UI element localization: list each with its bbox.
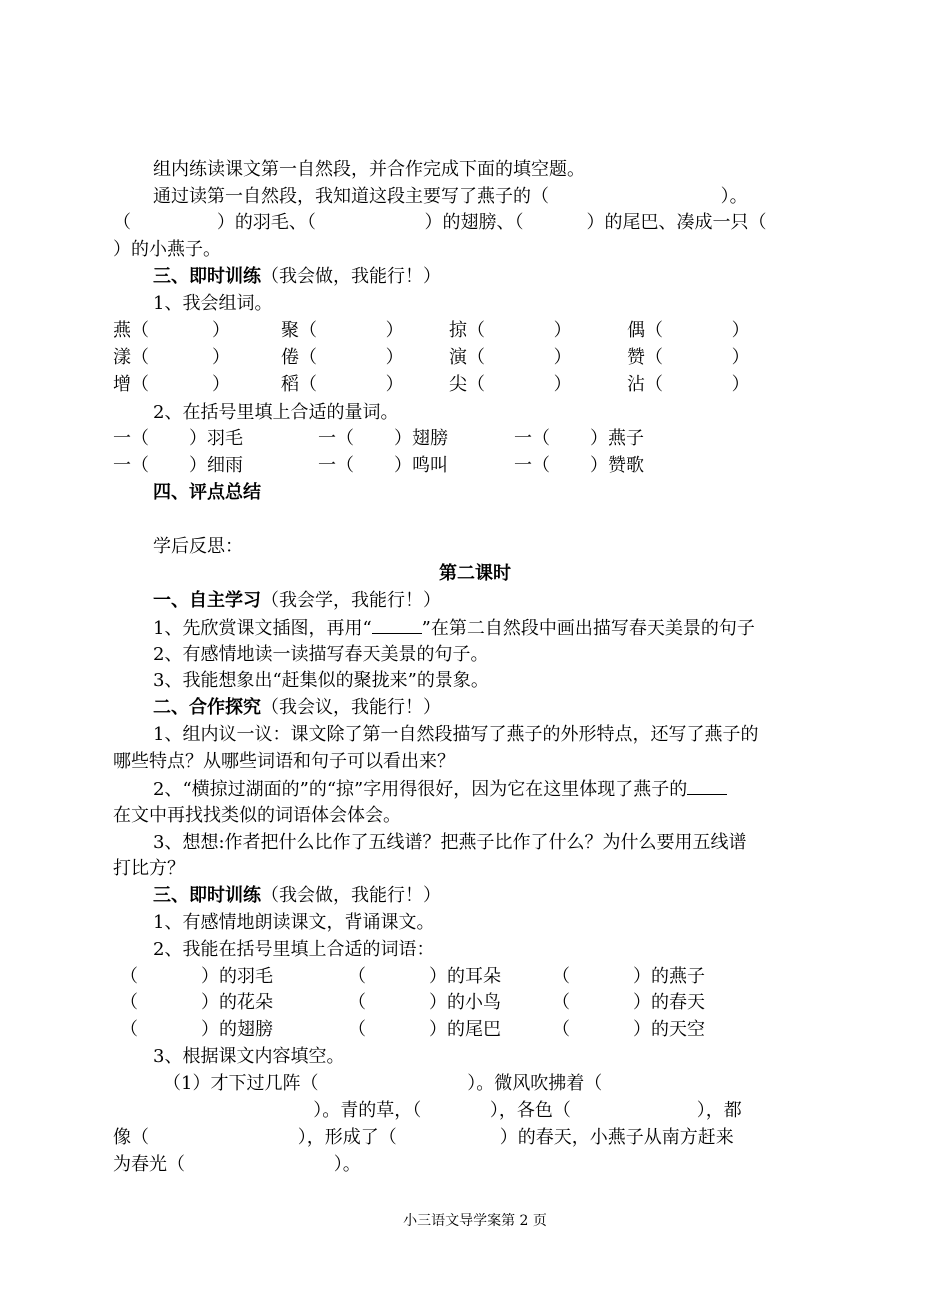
s1-q1-start: 1、先欣赏课文插图，再用“ [153,618,372,639]
measure-cell: 一（ ）细雨 [113,455,244,476]
fill-line-3: ）的小燕子。 [113,239,221,260]
word-cell: 增（ ） [113,374,230,395]
section-3-title: 三、即时训练 [153,266,261,287]
word-cell: 演（ ） [449,347,572,368]
s2-question-3a: 3、想想:作者把什么比作了五线谱？把燕子比作了什么？为什么要用五线谱 [153,832,747,853]
s2-question-1a: 1、组内议一议：课文除了第一自然段描写了燕子的外形特点，还写了燕子的 [153,724,759,745]
word-row-3 [113,372,777,398]
measure-cell: 一（ ）翅膀 [318,428,449,449]
section-3-note: （我会做，我能行！） [261,266,441,287]
phrase-cell: （ ）的尾巴 [348,1019,501,1040]
measure-row-2 [113,453,674,479]
s2-question-2a [153,776,727,802]
s3-question-2: 2、我能在括号里填上合适的词语： [153,939,435,960]
s1-question-1 [153,615,755,641]
phrase-cell: （ ）的春天 [552,992,705,1013]
section-4-title: 四、评点总结 [153,482,261,503]
s2-question-2b: 在文中再找找类似的词语体会体会。 [113,805,401,826]
word-cell: 倦（ ） [281,347,404,368]
measure-cell: 一（ ）赞歌 [514,455,645,476]
fill-paragraph-a: （1）才下过几阵（ ）。微风吹拂着（ [163,1073,603,1094]
fill-paragraph-b: ）。青的草，（ ），各色（ ），都 [113,1100,742,1121]
s1-q1-end: ”在第二自然段中画出描写春天美景的句子 [421,618,755,639]
fill-line-2: （ ）的羽毛、（ ）的翅膀、（ ）的尾巴、凑成一只（ [113,212,767,233]
phrase-cell: （ ）的天空 [552,1019,705,1040]
word-cell: 稻（ ） [281,374,404,395]
measure-cell: 一（ ）燕子 [514,428,645,449]
phrase-row-1 [120,964,722,990]
measure-row-1 [113,426,674,452]
question-2: 2、在括号里填上合适的量词。 [153,402,399,423]
word-cell: 聚（ ） [281,320,404,341]
word-row-1 [113,318,777,344]
word-cell: 偶（ ） [627,320,750,341]
word-cell: 沾（ ） [627,374,750,395]
word-cell: 漾（ ） [113,347,230,368]
intro-line: 组内练读课文第一自然段，并合作完成下面的填空题。 [153,159,585,180]
word-row-2 [113,345,777,371]
lesson-title: 第二课时 [439,563,511,584]
phrase-row-3 [120,1017,722,1043]
section-3-heading [153,264,441,290]
word-cell: 掠（ ） [449,320,572,341]
phrase-cell: （ ）的翅膀 [120,1019,273,1040]
p2-section-1-title: 一、自主学习 [153,590,261,611]
page-footer: 小三语文导学案第 2 页 [403,1213,547,1229]
s3-question-1: 1、有感情地朗读课文，背诵课文。 [153,912,435,933]
fill-line-1: 通过读第一自然段，我知道这段主要写了燕子的（ ）。 [153,186,748,207]
measure-cell: 一（ ）鸣叫 [318,455,449,476]
p2-section-1-note: （我会学，我能行！） [261,590,441,611]
p2-section-3-heading [153,883,441,909]
p2-section-3-title: 三、即时训练 [153,885,261,906]
phrase-cell: （ ）的耳朵 [348,966,501,987]
s2-question-1b: 哪些特点？从哪些词语和句子可以看出来？ [113,751,455,772]
phrase-row-2 [120,990,722,1016]
word-cell: 赞（ ） [627,347,750,368]
p2-section-2-note: （我会议，我能行！） [261,697,441,718]
phrase-cell: （ ）的小鸟 [348,992,501,1013]
s1-question-3: 3、我能想象出“赶集似的聚拢来”的景象。 [153,670,489,691]
p2-section-1-heading [153,588,441,614]
reflection-label: 学后反思： [153,536,243,557]
s2-question-3b: 打比方？ [113,858,185,879]
underline-blank [687,776,727,795]
phrase-cell: （ ）的羽毛 [120,966,273,987]
fill-paragraph-c: 像（ ），形成了（ ）的春天，小燕子从南方赶来 [113,1127,734,1148]
p2-section-3-note: （我会做，我能行！） [261,885,441,906]
s2-q2-text: 2、“横掠过湖面的”的“掠”字用得很好，因为它在这里体现了燕子的 [153,779,688,800]
word-cell: 尖（ ） [449,374,572,395]
word-cell: 燕（ ） [113,320,230,341]
underline-blank [372,615,422,634]
s1-question-2: 2、有感情地读一读描写春天美景的句子。 [153,644,489,665]
phrase-cell: （ ）的花朵 [120,992,273,1013]
fill-paragraph-d: 为春光（ ）。 [113,1154,361,1175]
phrase-cell: （ ）的燕子 [552,966,705,987]
measure-cell: 一（ ）羽毛 [113,428,244,449]
p2-section-2-title: 二、合作探究 [153,697,261,718]
question-1: 1、我会组词。 [153,293,273,314]
s3-question-3: 3、根据课文内容填空。 [153,1046,345,1067]
p2-section-2-heading [153,695,441,721]
